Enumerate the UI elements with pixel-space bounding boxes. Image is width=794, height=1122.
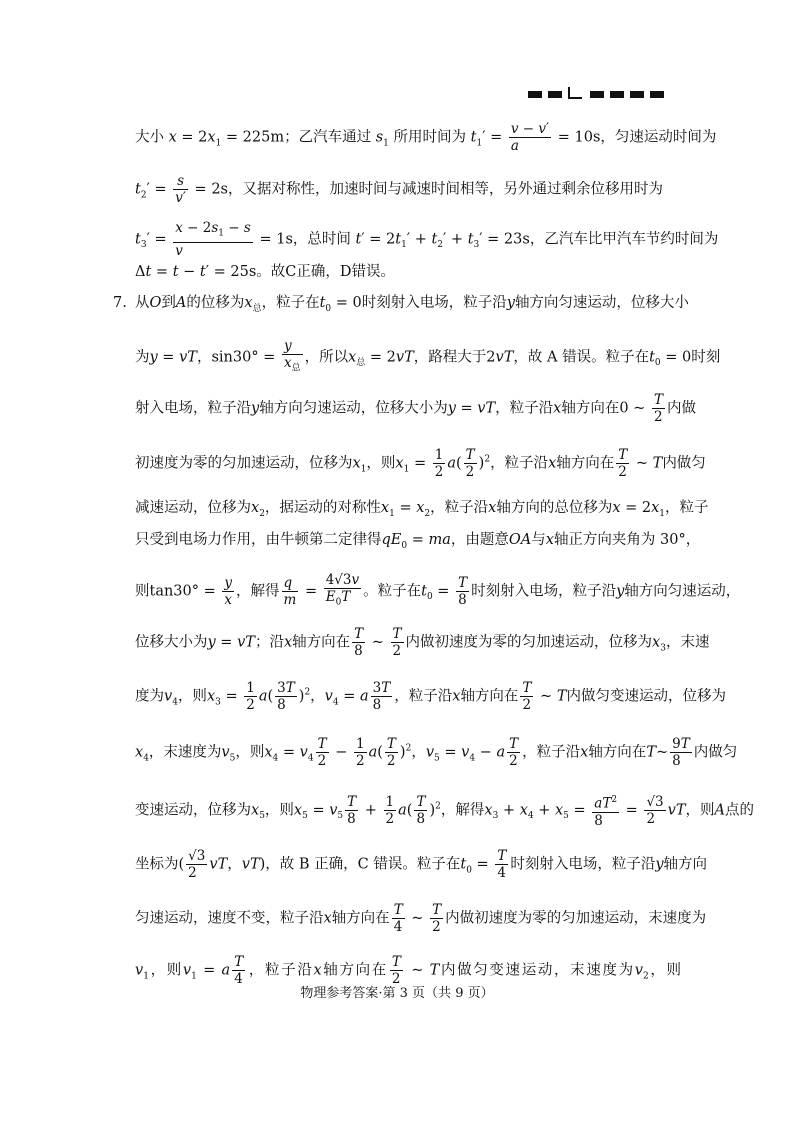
text-line: 减速运动，位移为$x_2$，据运动的对称性$x_1 = x_2$，粒子沿x轴方向的总位移为$x = 2x_1$，粒子 xyxy=(135,500,709,519)
text-line: 位移大小为y = vT；沿x轴方向在 $\frac{T}{8}$ ~ $\frac{T}{2}$ 内做初速度为零的匀加速运动，位移为$x_3$，末速 xyxy=(135,626,710,659)
text-line: Δt = t − t′ = 25s。故C正确，D错误。 xyxy=(135,264,396,280)
text-line: $v_1$，则$v_1 = a$ $\frac{T}{4}$ ，粒子沿x轴方向在 $\frac{T}{2}$ ~ T内做匀变速运动，末速度为$v_2$，则 xyxy=(135,954,682,987)
header-marks xyxy=(528,89,670,99)
text-line: $t_2'$ = $\frac{s}{v'}$ = 2s，又据对称性，加速时间与减速时间相等，另外通过剩余位移用时为 xyxy=(135,173,663,206)
text-line: 只受到电场力作用，由牛顿第二定律得$qE_0$ = ma，由题意OA与x轴正方向夹角为 30°， xyxy=(135,532,701,551)
text-line: 初速度为零的匀加速运动，位移为$x_1$，则$x_1$ = $\frac{1}{2}$ a( $\frac{T}{2}$ )$^2$，粒子沿x轴方向在 $\frac{T}{2}$ ~ T内做匀 xyxy=(135,447,706,480)
text-line: 则tan30° = $\frac{y}{x}$ ，解得 $\frac{q}{m}$ = $\frac{4√3v}{E_0T}$ 。粒子在$t_0$ = $\frac{T}{8}$ 时刻射入电场，粒子沿y轴方向匀速运动， xyxy=(135,572,741,608)
header-mark xyxy=(650,91,664,98)
text-line: 大小 $x = 2x_1 = 225m$；乙汽车通过 $s_1$ 所用时间为 $t_1'$ = $\frac{v - v'}{a}$ = 10s，匀速运动时间为 xyxy=(135,121,717,154)
text-line: 度为$v_4$，则$x_3$ = $\frac{1}{2}$ a( $\frac{3T}{8}$ )$^2$，$v_4 = a$ $\frac{3T}{8}$ ，粒子沿x轴方向在 $\frac{T}{2}$ ~ T内做匀变速运动，位移为 xyxy=(135,680,726,713)
text-line: $t_3'$ = $\frac{x - 2s_1 - s}{v}$ = 1s，总时间 $t' = 2t_1' + t_2' + t_3' = 23s$，乙汽车比甲汽车节约时间为 xyxy=(135,220,719,259)
question-7-start: 7. 从O到A的位移为$x_总$，粒子在$t_0 = 0$时刻射入电场，粒子沿y轴方向匀速运动，位移大小 xyxy=(113,295,689,314)
header-mark xyxy=(548,91,562,98)
text-line: 变速运动，位移为$x_5$，则$x_5 = v_5$ $\frac{T}{8}$ + $\frac{1}{2}$ a( $\frac{T}{8}$ )$^2$，解得$x_3 + x_4 + x_5$ = $\frac{aT^2}{8}$ = $\frac{√3}{2}$ vT，则A点的 xyxy=(135,793,755,829)
header-mark xyxy=(610,91,624,98)
page-footer: 物理参考答案·第 3 页（共 9 页） xyxy=(300,986,494,1001)
text-line: 坐标为( $\frac{√3}{2}$ vT，vT)，故 B 正确，C 错误。粒子在$t_0$ = $\frac{T}{4}$ 时刻射入电场，粒子沿y轴方向 xyxy=(135,848,708,881)
text-line: 为y = vT，sin30° = $\frac{y}{x_总}$ ，所以$x_总 = 2vT$，路程大于2vT，故 A 错误。粒子在$t_0 = 0$时刻 xyxy=(135,338,721,374)
header-mark xyxy=(568,87,582,99)
question-number: 7. xyxy=(113,295,127,311)
header-mark xyxy=(528,91,542,98)
text-line: 射入电场，粒子沿y轴方向匀速运动，位移大小为y = vT，粒子沿x轴方向在0 ~ $\frac{T}{2}$ 内做 xyxy=(135,392,696,425)
text-line: $x_4$，末速度为$v_5$，则$x_4 = v_4$ $\frac{T}{2}$ − $\frac{1}{2}$ a( $\frac{T}{2}$ )$^2$，$v_5 = v_4 - a$ $\frac{T}{2}$ ，粒子沿x轴方向在T~ $\frac{9T}{8}$ 内做匀 xyxy=(135,736,738,769)
text-line: 匀速运动，速度不变，粒子沿x轴方向在 $\frac{T}{4}$ ~ $\frac{T}{2}$ 内做初速度为零的匀加速运动，末速度为 xyxy=(135,902,707,935)
header-mark xyxy=(590,91,604,98)
header-mark xyxy=(630,91,644,98)
